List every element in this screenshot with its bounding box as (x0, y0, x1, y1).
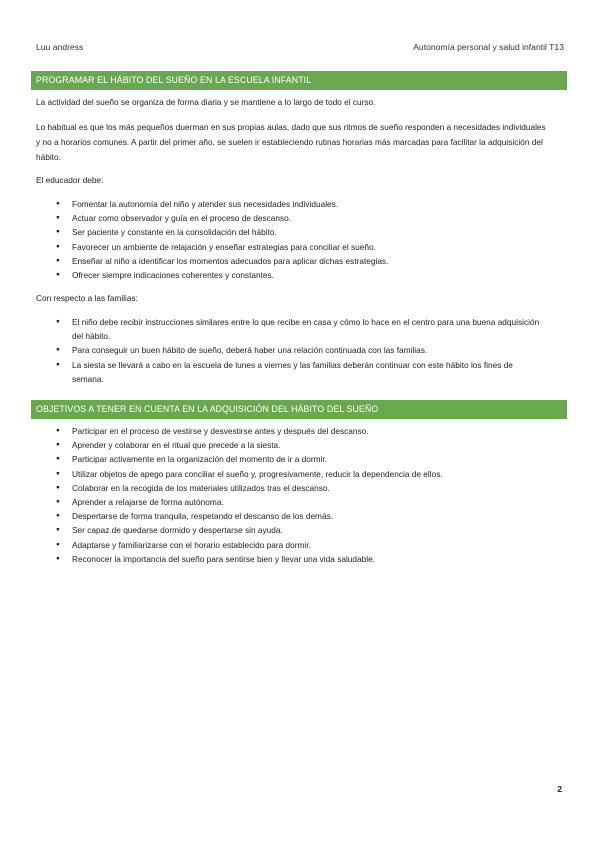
list-item: ● La siesta se llevará a cabo en la escuela de lunes a viernes y las familias deberán continuar con este hábito los fines de semana. (36, 358, 546, 386)
list-item: ● Adaptarse y familiarizarse con el horario establecido para dormir. (36, 538, 546, 552)
list-item: ● Favorecer un ambiente de relajación y enseñar estrategias para conciliar el sueño. (36, 240, 546, 254)
running-header (36, 42, 564, 52)
section-heading-objetivos: OBJETIVOS A TENER EN CUENTA EN LA ADQUISICIÓN DEL HÁBITO DEL SUEÑO (31, 400, 567, 419)
header-author: Luu andress (36, 42, 84, 52)
list-item: ● Fomentar la autonomía del niño y atender sus necesidades individuales. (36, 197, 546, 211)
list-item: ● Ser paciente y constante en la consolidación del hábito. (36, 225, 546, 239)
intro-paragraph: La actividad del sueño se organiza de forma diaria y se mantiene a lo largo de todo el curso. (36, 97, 376, 107)
list-item: ● Aprender a relajarse de forma autónoma. (36, 495, 546, 509)
list-item: ● Ser capaz de quedarse dormido y despertarse sin ayuda. (36, 523, 546, 537)
families-intro: Con respecto a las familias: (36, 293, 138, 303)
educator-list (36, 197, 546, 282)
list-item: ● Participar activamente en la organización del momento de ir a dormir. (36, 452, 546, 466)
list-item: ● Reconocer la importancia del sueño para sentirse bien y llevar una vida saludable. (36, 552, 546, 566)
list-item: ● Actuar como observador y guía en el proceso de descanso. (36, 211, 546, 225)
list-item: ● Ofrecer siempre indicaciones coherentes y constantes. (36, 268, 546, 282)
educator-intro: El educador debe: (36, 175, 104, 185)
context-paragraph: Lo habitual es que los más pequeños duerman en sus propias aulas, dado que sus ritmos de sueño responden a necesidades individuales y no a horarios comunes. A partir del primer año, se suelen ir estableciendo rutinas horarias más marcadas para facilitar la adquisición del hábito. (36, 122, 546, 162)
list-item: ● Colaborar en la recogida de los materiales utilizados tras el descanso. (36, 481, 546, 495)
objectives-list (36, 424, 546, 566)
list-item: ● Utilizar objetos de apego para conciliar el sueño y, progresivamente, reducir la dependencia de ellos. (36, 467, 546, 481)
families-list (36, 315, 546, 386)
list-item: ● Participar en el proceso de vestirse y desvestirse antes y después del descanso. (36, 424, 546, 438)
list-item: ● El niño debe recibir instrucciones similares entre lo que recibe en casa y cómo lo hace en el centro para una buena adquisición del hábito. (36, 315, 546, 343)
list-item: ● Para conseguir un buen hábito de sueño, deberá haber una relación continuada con las familias. (36, 343, 546, 357)
page-number: 2 (557, 784, 562, 794)
section-heading-programar: PROGRAMAR EL HÁBITO DEL SUEÑO EN LA ESCUELA INFANTIL (31, 71, 567, 90)
list-item: ● Enseñar al niño a identificar los momentos adecuados para aplicar dichas estrategias. (36, 254, 546, 268)
list-item: ● Despertarse de forma tranquila, respetando el descanso de los demás. (36, 509, 546, 523)
list-item: ● Aprender y colaborar en el ritual que precede a la siesta. (36, 438, 546, 452)
header-subject: Autonomía personal y salud infantil T13 (413, 42, 564, 52)
